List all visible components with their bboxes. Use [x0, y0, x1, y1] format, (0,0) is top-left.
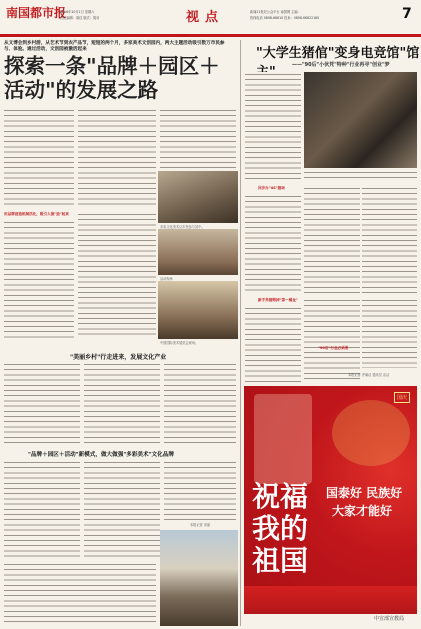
byline-right: 本报记者 齐瑜洁 通讯员 洁洁 [348, 373, 390, 377]
contact-line-1: 新闻21世纪公众平台 南国网 主编： [250, 10, 301, 14]
right-subhead-1: 回乡办"4S"猪场 [258, 186, 285, 190]
photo-event [158, 229, 238, 275]
body-text-col2 [78, 108, 156, 208]
poster-title-line1: 祝福 [252, 480, 309, 513]
photo-exhibition [158, 171, 238, 223]
poster-badge: 国庆 [394, 392, 410, 403]
right-col1b [245, 194, 301, 294]
national-day-poster [244, 386, 417, 626]
right-col2b [304, 186, 360, 294]
poster-footer: 中宣部宣教局 [374, 616, 405, 622]
body-text-col2b [78, 212, 156, 338]
poster-title-line2: 我的 [252, 512, 309, 545]
body-text-col1d [4, 460, 80, 558]
contact-line-2: 热线电话 0898-66810 投诉：0898-66822180 [250, 16, 320, 20]
poster-flag-strip [244, 586, 417, 614]
photo-caption-right [304, 170, 417, 182]
body-text-col2d [84, 460, 160, 558]
body-text-col3c [164, 362, 236, 444]
right-deck: ——"90后"小伙凭"特种"行业再寻"创业"梦 [292, 62, 390, 68]
right-subhead-2: 新手养猪赔掉"第一桶金" [258, 298, 298, 302]
poster-child-figure [254, 394, 312, 484]
right-col3b [362, 186, 417, 294]
body-text-col3d [164, 460, 236, 520]
caption-3: 中国国际美术展览会现场。 [160, 341, 199, 345]
story-headline: 探索一条"品牌＋园区＋活动"的发展之路 [4, 54, 220, 102]
poster-slogan-1: 国泰好 民族好 [326, 486, 403, 500]
column-divider [240, 40, 241, 626]
right-col1c [245, 306, 301, 382]
byline-left: 本报记者 刘丽 [190, 523, 211, 527]
poster-title-line3: 祖国 [252, 544, 309, 577]
right-subhead-3: "90后"行业必须要 [318, 346, 349, 350]
right-col2c [304, 298, 360, 382]
newspaper-logo: 南国都市报 [6, 6, 67, 20]
caption-2: 活动现场 [160, 277, 173, 281]
caption-1: 多彩文化美术让市民参与其中。 [160, 225, 205, 229]
poster-slogan-2: 大家才能好 [332, 504, 393, 518]
body-text-bottom [4, 562, 156, 626]
right-headline: "大学生猪倌"变身电竞馆"馆 [256, 46, 420, 61]
poster-emblem [332, 400, 410, 466]
header-rule [0, 34, 421, 37]
subhead-3: "品牌＋园区＋活动"新模式，做大做强"多彩美术"文化品牌 [28, 452, 174, 458]
editor-line: 责任编辑：周佳 版式：胡羽 [60, 16, 100, 20]
photo-esports [304, 72, 417, 168]
body-text-col2c [84, 362, 160, 444]
body-text-col1 [4, 108, 74, 208]
subhead-1: 用品牌创造机制活化，吸引人流"造"起来 [4, 212, 69, 216]
story-kicker: 从文博会到乡村游，从艺术节到农产品节，短短的两个月，多家美术文创园内，两大主题活动吸引数万市民参与、体验。通过活动，文创园被激活起来 [4, 41, 225, 53]
subhead-2: "美丽乡村"行走进来，发展文化产业 [70, 354, 167, 361]
right-col3c [362, 298, 417, 368]
page-number: 7 [402, 6, 412, 22]
photo-park [160, 530, 238, 626]
section-title: 视点 [186, 10, 225, 25]
date-line: 2016年10月1日 星期六 [60, 10, 95, 14]
photo-crowd [158, 281, 238, 339]
right-col1 [245, 72, 301, 182]
body-text-col1c [4, 362, 80, 444]
body-text-col1b [4, 220, 74, 338]
